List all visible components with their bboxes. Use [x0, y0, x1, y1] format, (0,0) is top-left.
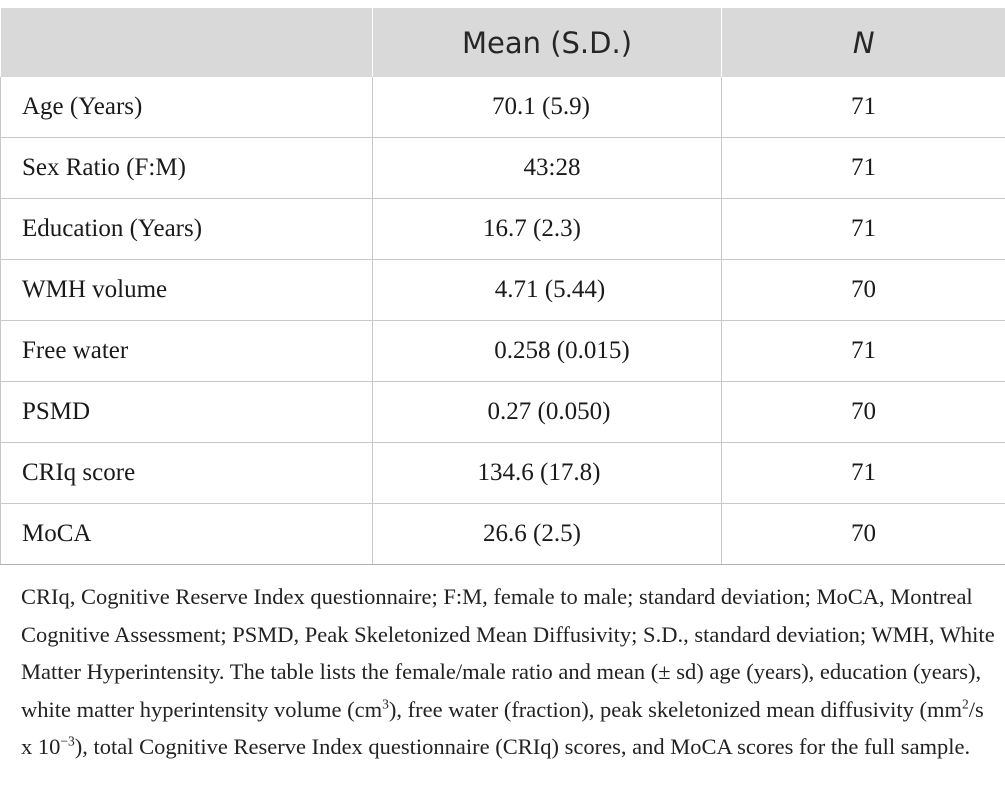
row-mean-value: 134.6 (17.8) — [477, 459, 601, 486]
table-footnote — [21, 578, 996, 766]
row-mean-value: 0.27 (0.050) — [487, 398, 611, 425]
row-mean — [373, 382, 722, 443]
demographics-table — [0, 8, 1005, 565]
row-label: CRIq score — [1, 443, 373, 504]
row-mean-value: 0.258 (0.015) — [494, 337, 630, 364]
row-mean-value: 16.7 (2.3) — [483, 215, 581, 242]
row-n: 71 — [722, 443, 1005, 504]
row-mean — [373, 443, 722, 504]
table-row — [1, 260, 1005, 321]
table-row — [1, 77, 1005, 138]
table-row — [1, 382, 1005, 443]
row-label: Education (Years) — [1, 199, 373, 260]
footnote-text: /s x 10 — [21, 696, 984, 759]
row-mean-value: 4.71 (5.44) — [494, 276, 606, 303]
footnote-superscript: 2 — [962, 696, 969, 711]
table-row — [1, 138, 1005, 199]
footnote-text: CRIq, Cognitive Reserve Index questionnaire; F:M, female to male; standard deviation; MoCA, Montreal Cognitive Assessment; PSMD, Peak Skeletonized Mean Diffusivity; S.D., standard deviation; WMH, White Matter Hyperintensity. The table lists the female/male ratio and mean (± sd) age (years), education (years), white matter hyperintensity volume (cm — [21, 584, 995, 722]
row-label: PSMD — [1, 382, 373, 443]
row-label: Sex Ratio (F:M) — [1, 138, 373, 199]
row-mean — [373, 260, 722, 321]
row-mean — [373, 504, 722, 565]
row-mean — [373, 199, 722, 260]
row-label: Free water — [1, 321, 373, 382]
table-row — [1, 199, 1005, 260]
row-n: 70 — [722, 382, 1005, 443]
table-row — [1, 321, 1005, 382]
row-mean-value: 26.6 (2.5) — [483, 520, 581, 547]
header-row — [1, 8, 1005, 77]
table-header — [1, 8, 1005, 77]
row-mean — [373, 138, 722, 199]
row-label: MoCA — [1, 504, 373, 565]
table-row — [1, 504, 1005, 565]
table-row — [1, 443, 1005, 504]
row-mean — [373, 321, 722, 382]
row-mean — [373, 77, 722, 138]
row-n: 71 — [722, 77, 1005, 138]
row-n: 70 — [722, 504, 1005, 565]
row-n: 70 — [722, 260, 1005, 321]
footnote-text: ), total Cognitive Reserve Index questionnaire (CRIq) scores, and MoCA scores for the full sample. — [74, 734, 971, 759]
row-mean-value: 70.1 (5.9) — [492, 93, 590, 120]
table-body — [1, 77, 1005, 565]
footnote-superscript: −3 — [60, 733, 75, 749]
row-mean-value: 43:28 — [523, 154, 581, 181]
footnote-superscript: 3 — [382, 696, 389, 711]
header-cell-n: N — [722, 8, 1005, 77]
header-cell-label — [1, 8, 373, 77]
demographics-table-container — [0, 8, 1005, 565]
row-label: WMH volume — [1, 260, 373, 321]
header-cell-mean: Mean (S.D.) — [373, 8, 722, 77]
row-label: Age (Years) — [1, 77, 373, 138]
row-n: 71 — [722, 199, 1005, 260]
row-n: 71 — [722, 138, 1005, 199]
footnote-text: ), free water (fraction), peak skeletonized mean diffusivity (mm — [388, 696, 963, 722]
row-n: 71 — [722, 321, 1005, 382]
